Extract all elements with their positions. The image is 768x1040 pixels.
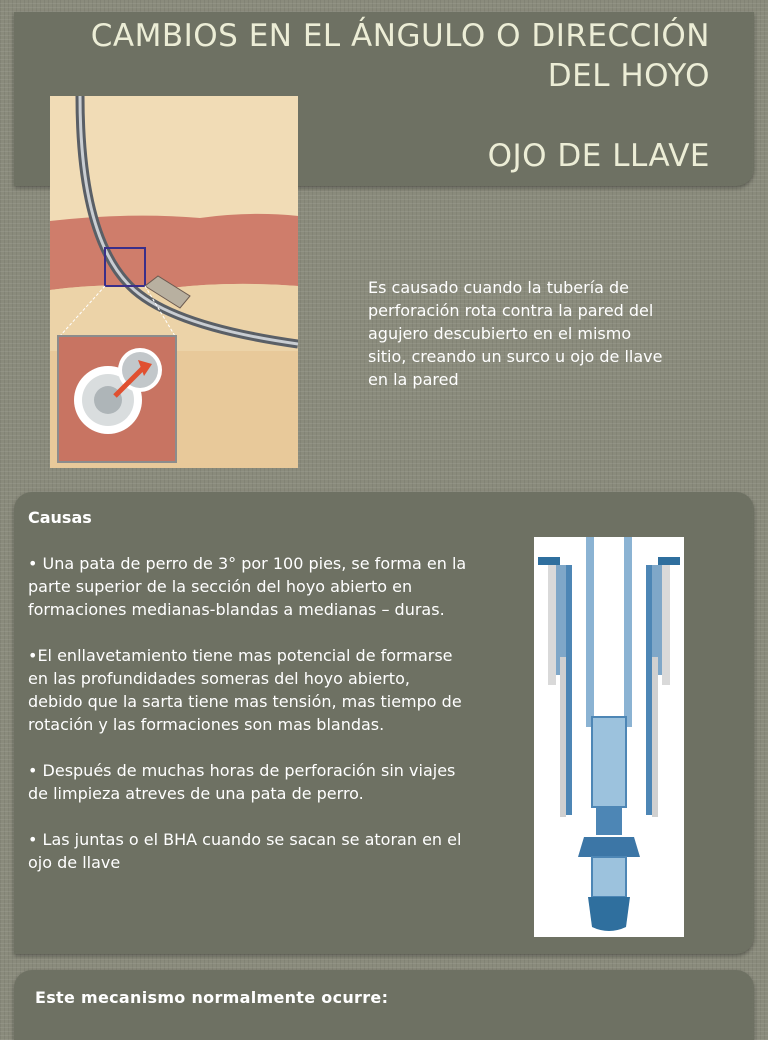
causes-heading: Causas	[28, 508, 92, 527]
cause-item: • Las juntas o el BHA cuando se sacan se atoran en el ojo de llave	[28, 830, 462, 872]
cause-item: •El enllavetamiento tiene mas potencial de formarse en las profundidades someras del hoyo abierto, debido que la sarta tiene mas tensión, mas tiempo de rotación y las formaciones son mas blandas.	[28, 646, 462, 734]
mechanism-heading: Este mecanismo normalmente ocurre:	[35, 988, 389, 1007]
description-text: Es causado cuando la tubería de perforación rota contra la pared del agujero descubierto en el mismo sitio, creando un surco u ojo de llave en la pared	[368, 278, 663, 389]
cause-item: • Una pata de perro de 3° por 100 pies, se forma en la parte superior de la sección del hoyo abierto en formaciones medianas-blandas a medianas – duras.	[28, 554, 467, 619]
bha-keyseat-diagram	[534, 537, 684, 937]
cause-item: • Después de muchas horas de perforación sin viajes de limpieza atreves de una pata de perro.	[28, 761, 456, 803]
causes-section	[28, 506, 468, 897]
keyseat-illustration	[50, 96, 298, 468]
slide-title-line-2: DEL HOYO	[547, 58, 710, 94]
slide-title-line-1: CAMBIOS EN EL ÁNGULO O DIRECCIÓN	[90, 18, 710, 54]
slide-subtitle: OJO DE LLAVE	[487, 138, 710, 174]
